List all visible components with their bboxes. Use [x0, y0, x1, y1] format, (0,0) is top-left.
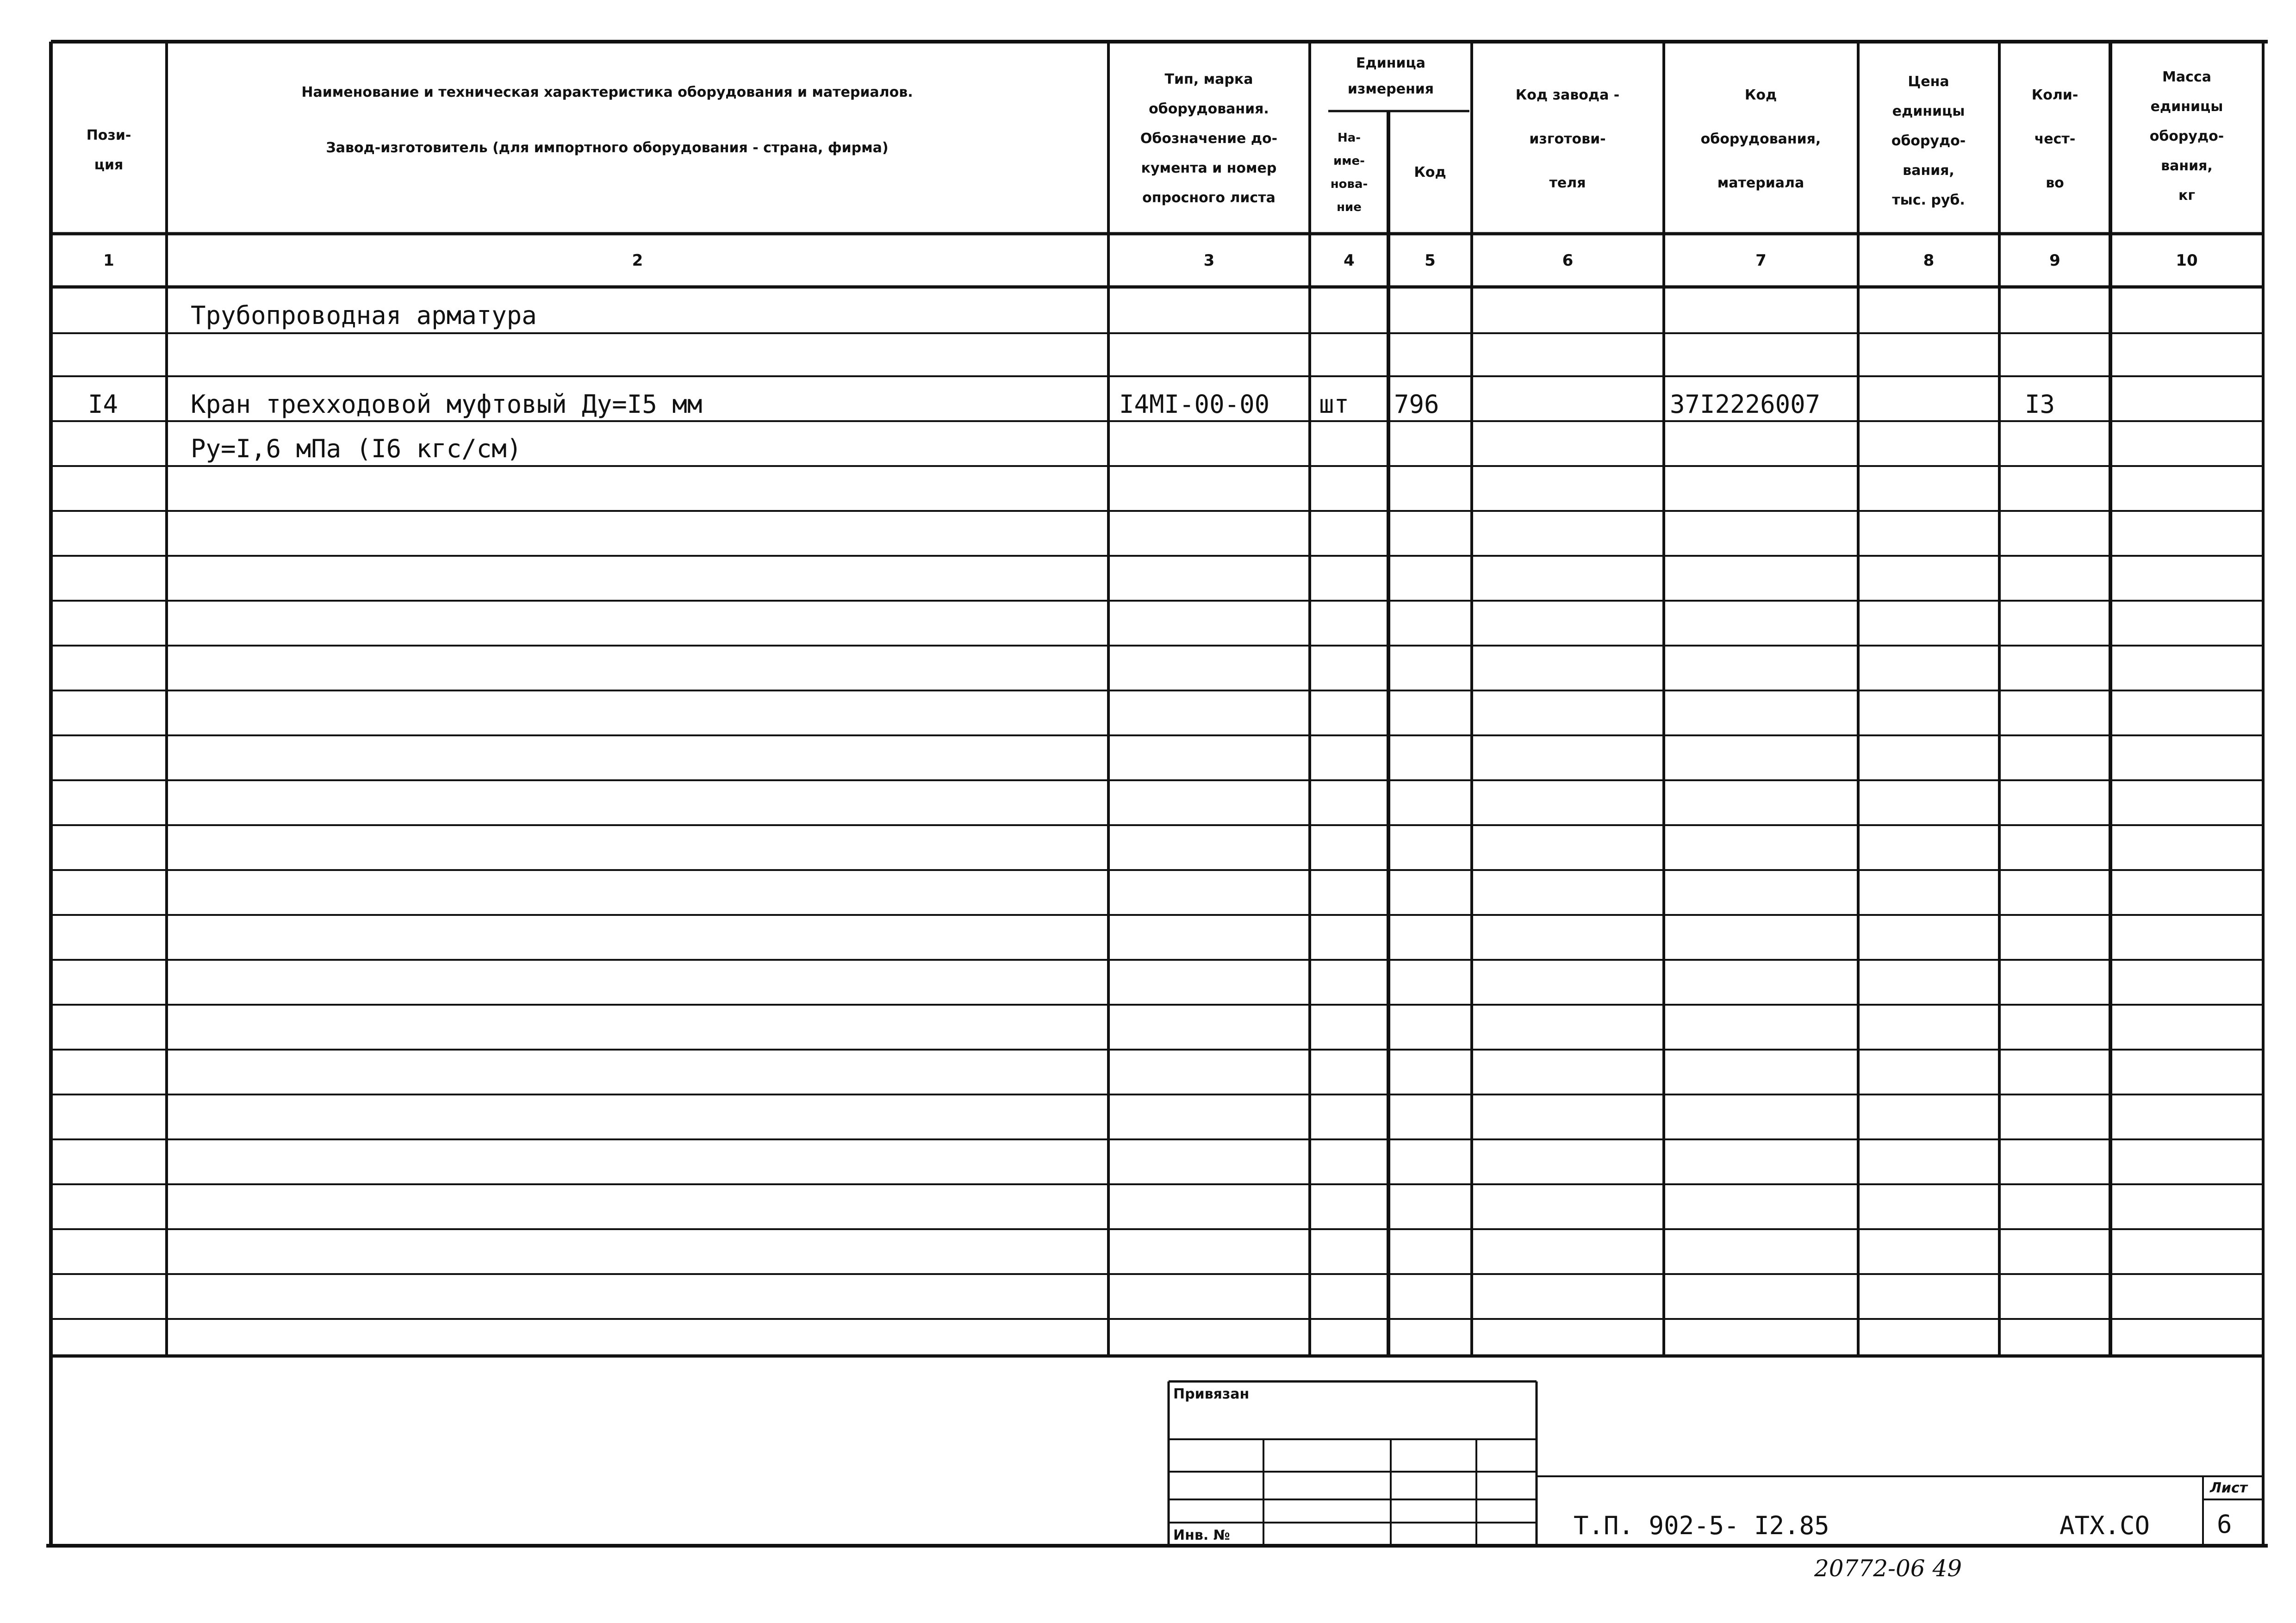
- header-type: Тип, марка оборудования. Обозначение до- кумента и номер опросного листа: [1140, 71, 1278, 206]
- table-row-equipment-code: 37I2226007: [1670, 390, 1821, 419]
- table-row-position: I4: [88, 390, 118, 419]
- column-number: 5: [1425, 251, 1436, 270]
- header-position: Пози- ция: [86, 127, 131, 173]
- header-name: Наименование и техническая характеристика оборудования и материалов. Завод-изготовитель (для импортного оборудования - страна, фирма): [301, 84, 913, 156]
- header-equipment-code: Код оборудования, материала: [1700, 87, 1821, 191]
- column-number: 3: [1203, 251, 1215, 270]
- handwritten-note: 20772-06 49: [1814, 1555, 1962, 1582]
- header-unit: Единица измерения: [1347, 55, 1434, 97]
- column-number: 4: [1344, 251, 1355, 270]
- column-number: 8: [1923, 251, 1935, 270]
- header-mass: Масса единицы оборудо- вания, кг: [2149, 69, 2224, 204]
- table-row-name: Кран трехходовой муфтовый Ду=I5 мм: [191, 390, 703, 419]
- header-quantity: Коли- чест- во: [2031, 87, 2078, 191]
- column-number: 2: [632, 251, 643, 270]
- sheet-number: 6: [2217, 1510, 2232, 1539]
- header-price: Цена единицы оборудо- вания, тыс. руб.: [1891, 74, 1966, 208]
- column-number: 10: [2176, 251, 2198, 270]
- table-row-section-title: Трубопроводная арматура: [191, 301, 537, 330]
- table-row-name-continued: Ру=I,6 мПа (I6 кгс/см): [191, 434, 522, 463]
- table-row-unit-code: 796: [1394, 390, 1439, 419]
- column-number: 1: [103, 251, 114, 270]
- sheet-label: Лист: [2210, 1480, 2248, 1496]
- table-row-unit: шт: [1319, 390, 1350, 419]
- column-number: 6: [1562, 251, 1574, 270]
- column-number: 9: [2049, 251, 2060, 270]
- table-row-quantity: I3: [2025, 390, 2055, 419]
- document-number: Т.П. 902-5- I2.85: [1574, 1511, 1829, 1540]
- header-unit-name: На- име- нова- ние: [1330, 131, 1368, 214]
- column-number: 7: [1755, 251, 1767, 270]
- header-unit-code: Код: [1414, 164, 1446, 180]
- bound-label: Привязан: [1173, 1386, 1250, 1402]
- table-row-type: I4MI-00-00: [1119, 390, 1270, 419]
- inventory-number-label: Инв. №: [1173, 1527, 1230, 1543]
- header-factory-code: Код завода - изготови- теля: [1515, 87, 1620, 191]
- document-code: АТХ.СО: [2060, 1511, 2150, 1540]
